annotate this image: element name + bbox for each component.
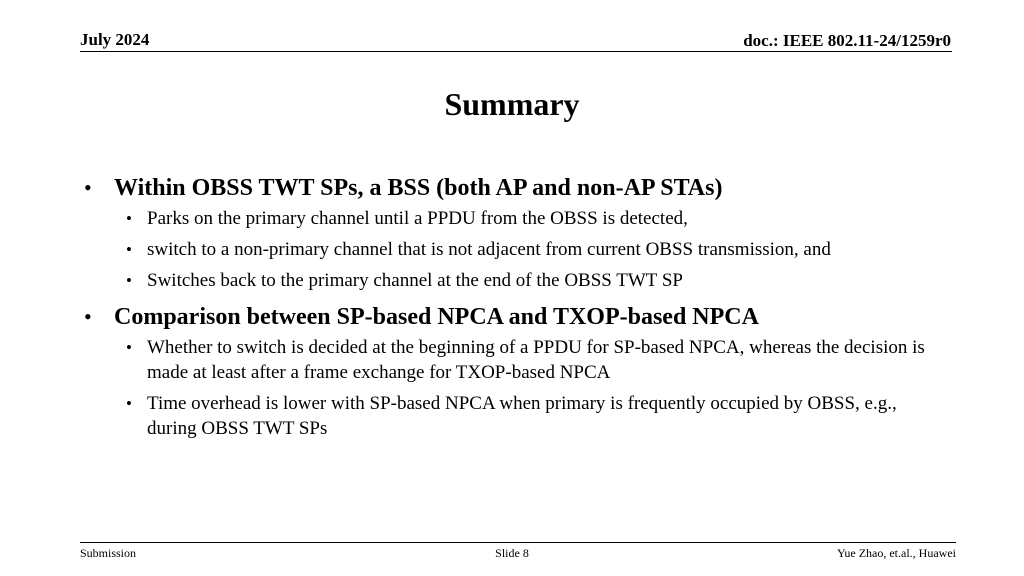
footer-submission: Submission <box>80 546 137 560</box>
bullet-text: Within OBSS TWT SPs, a BSS (both AP and non-AP STAs) <box>114 175 723 201</box>
bullet-icon: • <box>126 209 132 228</box>
bullet-icon: • <box>126 271 132 290</box>
sub-bullet-item <box>84 335 944 385</box>
sub-bullet-item <box>84 268 944 293</box>
footer-authors: Yue Zhao, et.al., Huawei <box>837 546 956 560</box>
sub-bullet-text: Whether to switch is decided at the beginning of a PPDU for SP-based NPCA, whereas the decision is made at least after a frame exchange for TXOP-based NPCA <box>147 337 925 383</box>
sub-bullet-text: switch to a non-primary channel that is not adjacent from current OBSS transmission, and <box>147 239 831 260</box>
sub-bullet-item <box>84 391 944 441</box>
sub-bullet-text: Time overhead is lower with SP-based NPCA when primary is frequently occupied by OBSS, e.g., during OBSS TWT SPs <box>147 393 897 439</box>
bullet-icon: • <box>84 304 92 329</box>
footer-slide-number: Slide 8 <box>495 546 529 560</box>
slide-title: Summary <box>444 86 580 122</box>
bullet-item <box>84 299 944 335</box>
bullet-icon: • <box>126 338 132 357</box>
bullet-text: Comparison between SP-based NPCA and TXOP-based NPCA <box>114 304 759 330</box>
header-rule <box>80 51 952 52</box>
bullet-icon: • <box>126 394 132 413</box>
header-date: July 2024 <box>80 30 150 49</box>
sub-bullet-item <box>84 206 944 231</box>
bullet-item <box>84 170 944 206</box>
header-doc-id: doc.: IEEE 802.11-24/1259r0 <box>743 31 951 50</box>
sub-bullet-text: Parks on the primary channel until a PPDU from the OBSS is detected, <box>147 208 688 229</box>
bullet-icon: • <box>84 175 92 200</box>
sub-bullet-text: Switches back to the primary channel at the end of the OBSS TWT SP <box>147 270 683 291</box>
slide-content <box>84 170 944 447</box>
bullet-icon: • <box>126 240 132 259</box>
sub-bullet-item <box>84 237 944 262</box>
footer-rule <box>80 542 956 543</box>
